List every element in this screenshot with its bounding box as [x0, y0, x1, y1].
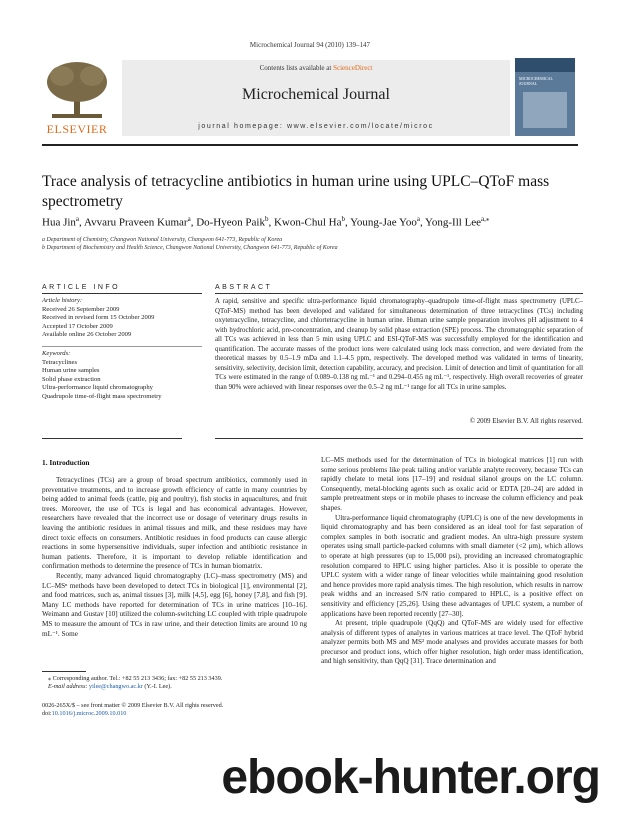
email-line: [48, 683, 308, 691]
author-affiliation-mark: b: [264, 215, 269, 223]
sciencedirect-link[interactable]: ScienceDirect: [333, 64, 373, 72]
abstract-end-rule: [215, 438, 583, 439]
author: Young-Jae Yoo: [350, 216, 417, 229]
author-affiliation-mark: a,⁎: [481, 215, 490, 223]
keyword: Solid phase extraction: [42, 375, 101, 383]
abstract-copyright: © 2009 Elsevier B.V. All rights reserved.: [469, 418, 583, 425]
history-item: Accepted 17 October 2009: [42, 322, 113, 330]
section-heading-introduction: 1. Introduction: [42, 458, 90, 467]
elsevier-wordmark: ELSEVIER: [46, 122, 108, 136]
issn-block: [42, 702, 342, 719]
body-paragraph: Recently, many advanced liquid chromatography (LC)–mass spectrometry (MS) and LC–MSⁿ methods have been developed to detect TCs in biological [1], environmental [2], and food matrices, such as, animal tissues [3], milk [4,5], egg [6], honey [7,8], and fish [9]. Many LC methods have reported for determination of TCs in urine matrices [10–16]. Weimann and Gustav [10] utilized the column-switching LC coupled with triple quadrupole MS to measure the amount of TCs in raw urine, and their detection limits are around 10 ng mL⁻¹. Some: [42, 571, 307, 638]
affiliation-b: b Department of Biochemistry and Health Science, Changwon National University, Changwon 641-773, Republic of Korea: [42, 245, 338, 251]
article-info-rule: [42, 293, 202, 294]
watermark-text: ebook-hunter.org: [221, 751, 600, 804]
author: Hua Jin: [42, 216, 76, 229]
footnote-rule: [42, 671, 86, 672]
history-label: Article history:: [42, 297, 83, 304]
issn-line: 0026-265X/$ – see front matter © 2009 Elsevier B.V. All rights reserved.: [42, 702, 224, 709]
abstract-heading: ABSTRACT: [215, 284, 273, 291]
author-affiliation-mark: a: [75, 215, 80, 223]
keywords-label: Keywords:: [42, 350, 71, 357]
author: Do-Hyeon Paik: [196, 216, 265, 229]
article-history: [42, 297, 202, 340]
abstract-text: A rapid, sensitive and specific ultra-performance liquid chromatography–quadrupole time-of-flight mass spectrometry (UPLC–QToF-MS) method has been developed and validated for simultaneous determination of three tetracyclines (TCs) including oxytetracycline, tetracycline, and chlortetracycline in human urine. Human urine sample preparation involves pH adjustment to 4 with hydrochloric acid, pre-concentration, and cleanup by solid phase extraction (SPE) process. The chromatographic separation of all TCs was achieved in less than 5 min using UPLC and ESI-QToF-MS was successfully employed for the identification and quantification. The accurate masses of the product ions were calculated using lock mass correction, and were deviated from the theoretical masses by 0.5–1.9 mDa and 1.1–4.5 ppm, respectively. The developed method was validated in terms of linearity, sensitivity, selectivity, decision limit, detection capability, accuracy, and precision. Limit of detection and limit of quantitation for all TCs were estimated in the range of 0.089–0.138 ng mL⁻¹ and 0.294–0.455 ng mL⁻¹, respectively. High overall recoveries of greater than 90% were achieved with linear responses over the 0.5–2 ng mL⁻¹ range for all TCs in urine samples.: [215, 298, 583, 391]
history-item: Received in revised form 15 October 2009: [42, 314, 155, 322]
journal-cover-image: [515, 58, 575, 136]
info-end-rule: [42, 438, 182, 439]
author-list: Hua Jin$^a$, Avvaru Praveen Kumar$^a$, Do-Hyeon Paik$^b$, Kwon-Chul Ha$^b$, Young-Jae Yoo$^a$, Yong-Ill Lee$^{a,⁎}$: [42, 215, 490, 229]
contents-line: [122, 64, 510, 72]
body-paragraph: Ultra-performance liquid chromatography (UPLC) is one of the new developments in liquid chromatography and has been considered as an ideal tool for fast separation of complex samples in both isocratic and gradient modes. An ultra-high pressure system operates using small particle-packed columns with small diameter (<2 μm), which allows to operate at high pressures (up to 15,000 psi), providing an increased chromatographic resolution compared to HPLC using higher particles. Also it is possible to operate the UPLC system with a wider range of linear velocities while maintaining good resolution and hence provides more rapid analysis times. The high resolution, which results in narrow peak widths and an increased S/N ratio compared to HPLC, is a positive effect on sensitivity and efficiency [25,26]. Using these advantages of UPLC system, a number of applications have been reported recently [27–30].: [321, 513, 583, 618]
corresponding-author-line: ⁎ Corresponding author. Tel.: +82 55 213 3436; fax: +82 55 213 3439.: [48, 675, 223, 682]
author: Yong-Ill Lee: [425, 216, 482, 229]
body-column-left: [42, 476, 307, 639]
history-item: Available online 26 October 2009: [42, 331, 132, 339]
contents-prefix: Contents lists available at: [259, 64, 334, 72]
journal-name: Microchemical Journal: [242, 86, 390, 103]
header-rule: [42, 144, 578, 146]
body-paragraph: LC–MS methods used for the determination of TCs in biological matrices [1] run with some serious problems like peak tailing and/or variable analyte recovery, because TCs can rapidly chelate to metal ions [17–19] and residual silanol groups on the LC column. Consequently, metal-blocking agents such as oxalic acid or EDTA [20–24] are added in sample pretreatment steps or in mobile phases to increase the column efficiency and peak shapes.: [321, 456, 583, 512]
body-paragraph: At present, triple quadrupole (QqQ) and QToF-MS are widely used for effective analysis of different types of analytes in various matrices at trace level. The QToF hybrid analyzer permits both MS and MS² mode analyses and provides accurate masses for both precursor and product ions, which offer higher resolution, high order mass identification, and high sensitivity, than QqQ [31]. Trace determination and: [321, 619, 583, 666]
author-affiliation-mark: a: [187, 215, 191, 223]
cover-strip: [515, 58, 575, 72]
author-affiliation-mark: b: [341, 215, 345, 223]
doi-label: doi:: [42, 710, 52, 718]
abstract-rule: [215, 293, 583, 294]
author: Avvaru Praveen Kumar: [83, 216, 188, 229]
corresponding-author-footnote: [48, 675, 308, 692]
keywords: [42, 350, 202, 402]
email-label: E-mail address:: [48, 683, 88, 691]
history-item: Received 26 September 2009: [42, 305, 120, 313]
keyword: Quadrupole time-of-flight mass spectrometry: [42, 392, 162, 400]
journal-reference: Microchemical Journal 94 (2010) 139–147: [249, 41, 371, 49]
keyword: Human urine samples: [42, 367, 100, 375]
body-paragraph: Tetracyclines (TCs) are a group of broad spectrum antibiotics, commonly used in preventative treatments, and to increase growth efficiency of cattle in many countries by being added to animal feeds (cattle, pig and poultry), fish stocks in aquacultures, and fruit trees. Moreover, the use of TCs is legal and has economical advantages. However, researchers have revealed that the incorrect use or dosage of veterinary drugs results in leaving the antibiotic residues in animal tissues and milk, and these residues may have direct toxic effects on consumers. Antibiotic residues in food products can cause allergic reactions in some hypersensitive individuals, super infection and antibiotic resistance in human patients. Therefore, it is important to develop reliable identification and confirmation methods to determine the presence of TCs in human biomatrix.: [42, 476, 307, 571]
doi-link[interactable]: 10.1016/j.microc.2009.10.010: [51, 710, 127, 718]
doi-line: [42, 710, 342, 718]
body-column-right: [321, 456, 583, 667]
cover-text: MICROCHEMICAL JOURNAL: [519, 76, 553, 86]
journal-homepage[interactable]: journal homepage: www.elsevier.com/locate/microc: [198, 123, 434, 130]
keyword: Tetracyclines: [42, 358, 78, 366]
article-info-heading: ARTICLE INFO: [42, 284, 121, 291]
author: Kwon-Chul Ha: [273, 216, 342, 229]
article-title: Trace analysis of tetracycline antibiotics in human urine using UPLC–QToF mass spectrometry: [42, 173, 550, 210]
cover-picture: [523, 92, 567, 128]
affiliation-a: a Department of Chemistry, Changwon National University, Changwon 641-773, Republic of Korea: [42, 237, 283, 243]
email-link[interactable]: yilee@changwo.ac.kr: [89, 683, 143, 691]
keyword: Ultra-performance liquid chromatography: [42, 384, 153, 392]
email-suffix: (Y.-I. Lee).: [144, 683, 172, 691]
keywords-rule: [42, 346, 202, 347]
author-affiliation-mark: a: [416, 215, 420, 223]
